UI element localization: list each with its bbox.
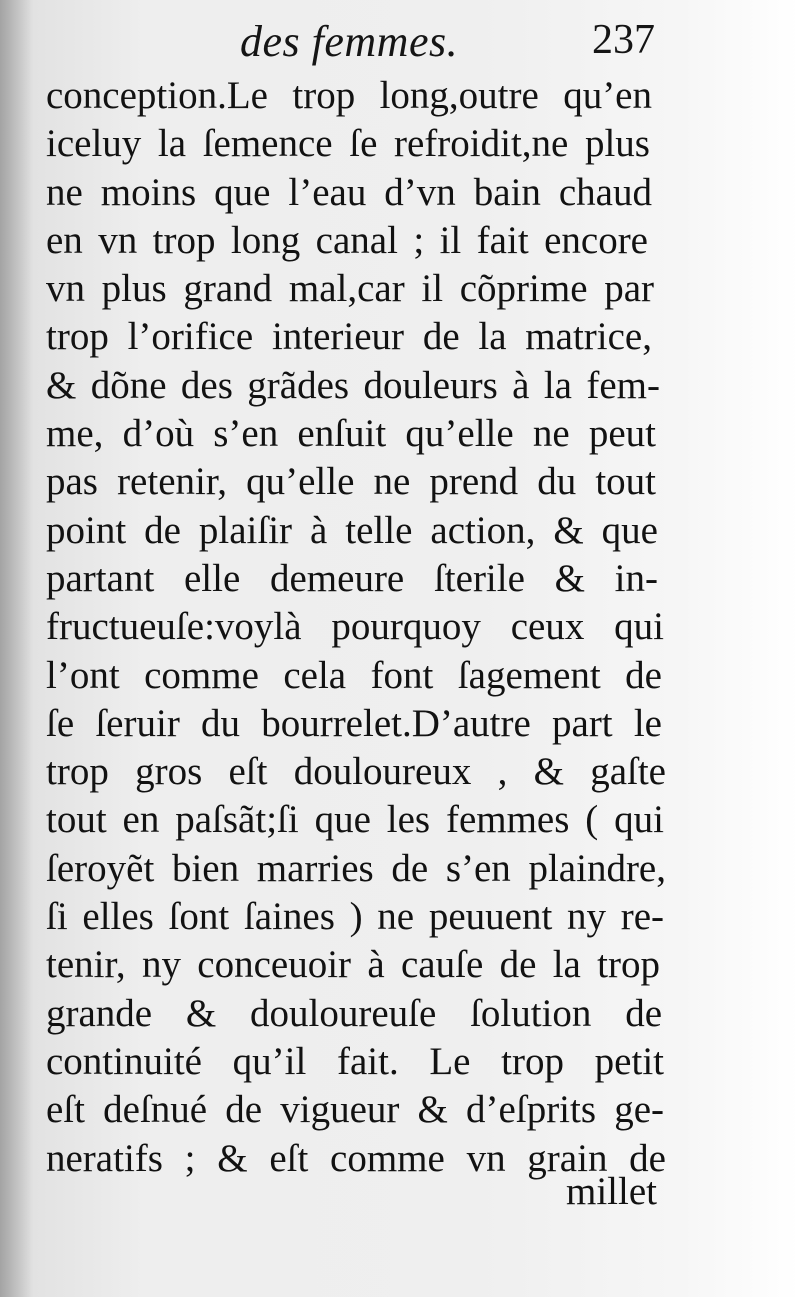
text-line: ne moins que l’eau d’vn bain chaud [46,170,652,214]
text-line: trop gros eſt douloureux , & gaſte [46,750,666,794]
text-line: ſeroyẽt bien marries de s’en plaindre, [46,846,666,890]
text-line: tenir, ny conceuoir à cauſe de la trop [46,943,660,987]
text-line: me, d’où s’en enſuit qu’elle ne peut [46,412,656,456]
text-line: l’ont comme cela font ſagement de [46,653,662,697]
text-line: continuité qu’il fait. Le trop petit [46,1039,664,1083]
text-line: pas retenir, qu’elle ne prend du tout [46,460,656,504]
text-line: en vn trop long canal ; il fait encore [46,218,648,262]
text-line: trop l’orifice interieur de la matrice, [46,315,652,359]
body-text [46,72,676,1183]
text-line: fructueuſe:voylà pourquoy ceux qui [46,605,664,649]
text-line: iceluy la ſemence ſe refroidit,ne plus [46,122,650,166]
text-line: neratifs ; & eſt comme vn grain de [46,1136,666,1180]
running-head [0,10,800,70]
text-line: ſe ſeruir du bourrelet.D’autre part le [46,701,662,745]
gutter-shadow [0,0,34,1297]
text-line: vn plus grand mal,car il cõprime par [46,267,654,311]
text-line: partant elle demeure ſterile & in- [46,556,658,600]
text-line: eſt deſnué de vigueur & d’eſprits ge- [46,1088,664,1132]
text-line: conception.Le trop long,outre qu’en [46,74,652,117]
page-number: 237 [592,17,655,63]
catchword: millet [566,1170,657,1213]
text-line: point de plaiſir à telle action, & que [46,508,658,552]
text-line: & dõne des grãdes douleurs à la fem- [46,363,660,407]
text-line: tout en paſsãt;ſi que les femmes ( qui [46,798,664,842]
text-line: grande & douloureuſe ſolution de [46,991,662,1035]
running-title: des femmes. [240,17,459,66]
text-line: ſi elles ſont ſaines ) ne peuuent ny re- [46,895,664,939]
